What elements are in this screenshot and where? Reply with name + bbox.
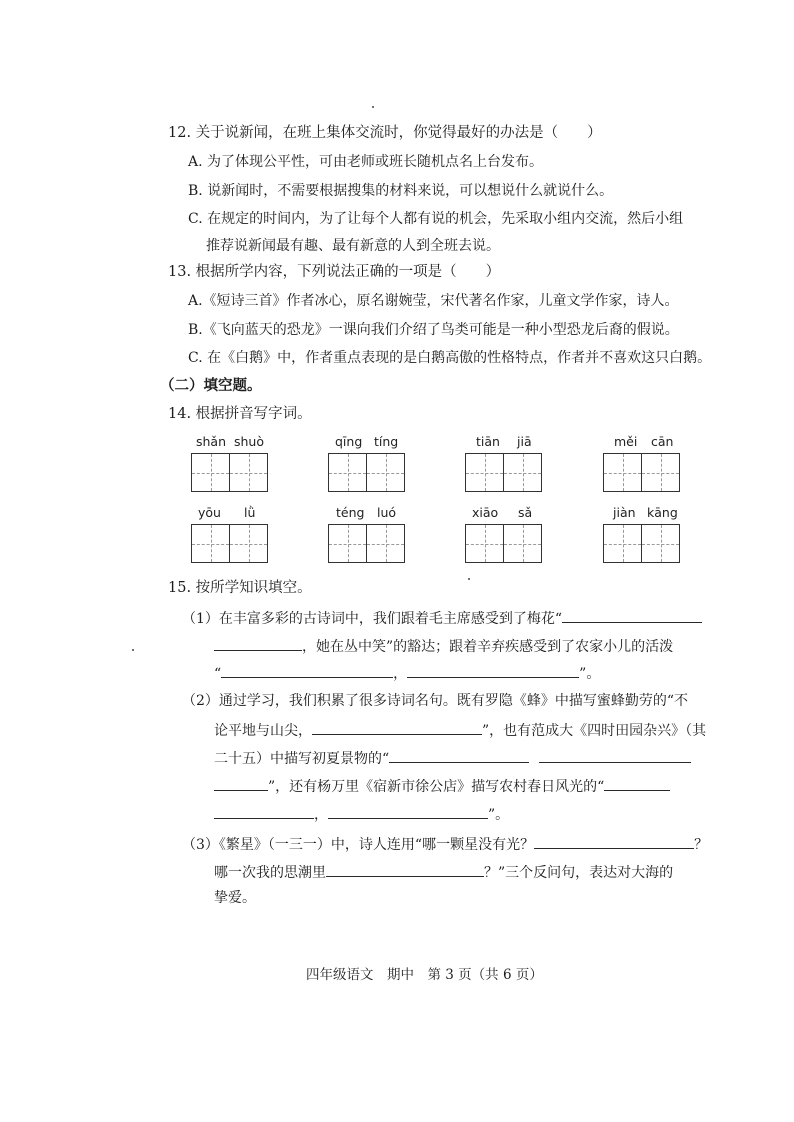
pinyin-2: sǎ [518,505,533,520]
pinyin-2: tíng [374,434,399,449]
pinyin-1: shǎn [196,434,227,449]
answer-blank[interactable] [214,635,302,651]
char-box[interactable] [641,524,680,563]
char-box[interactable] [603,524,642,563]
answer-blank[interactable] [534,833,694,849]
q15-part1-text: ”。 [579,666,601,682]
char-box[interactable] [641,453,680,492]
pinyin-1: qīng [335,434,363,449]
answer-blank[interactable] [562,607,702,623]
q15-part1-text: ， [393,666,408,682]
q15-part2-line2 [214,719,706,741]
char-box[interactable] [328,524,367,563]
q15-part2-text: ， [314,807,328,823]
q12-stem: 12. 关于说新闻，在班上集体交流时，你觉得最好的办法是（ ） [168,125,602,141]
pinyin-1: yōu [198,505,221,520]
pinyin-2: jiā [517,434,532,449]
q15-part2-text: ”，还有杨万里《宿新市徐公店》描写农村春日风光的“ [268,779,605,795]
char-box[interactable] [229,453,268,492]
char-box[interactable] [503,524,542,563]
answer-blank[interactable] [312,719,482,735]
char-box[interactable] [366,524,405,563]
q15-stem: 15. 按所学知识填空。 [168,580,312,596]
q15-part1-line1 [182,607,702,629]
scan-dot [372,106,374,108]
pinyin-2: kāng [647,505,678,520]
answer-blank[interactable] [221,662,393,678]
char-box[interactable] [465,453,504,492]
scan-dot [132,649,134,651]
q15-part2-text: 二十五）中描写初夏景物的“ [214,751,390,767]
q12-option-a: A. 为了体现公平性，可由老师或班长随机点名上台发布。 [188,154,544,170]
q13-option-c: C. 在《白鹅》中，作者重点表现的是白鹅高傲的性格特点，作者并不喜欢这只白鹅。 [188,350,712,366]
answer-blank[interactable] [214,803,314,819]
pinyin-1: xiāo [472,505,499,520]
q15-part3-text: ？ [694,837,709,853]
q15-part1-line2 [214,635,673,657]
pinyin-1: jiàn [613,505,636,520]
q15-part2-line3 [214,747,691,769]
q15-part2-text: 论平地与山尖， [214,723,312,739]
scan-dot [468,578,470,580]
q13-stem: 13. 根据所学内容，下列说法正确的一项是（ ） [168,264,501,280]
char-box[interactable] [503,453,542,492]
q14-stem: 14. 根据拼音写字词。 [168,406,312,422]
answer-blank[interactable] [389,747,529,763]
answer-blank[interactable] [604,775,670,791]
char-box[interactable] [366,453,405,492]
pinyin-2: shuò [234,434,265,449]
q15-part3-text: ？”三个反问句，表达对大海的 [484,865,674,881]
q15-part1-text: “ [214,666,222,682]
q12-option-c-line2: 推荐说新闻最有趣、最有新意的人到全班去说。 [206,238,500,254]
char-box[interactable] [465,524,504,563]
q15-part2-line1: （2）通过学习，我们积累了很多诗词名句。既有罗隐《蜂》中描写蜜蜂勤劳的“不 [182,693,689,709]
q15-part3-line3: 挚爱。 [214,890,256,906]
char-box[interactable] [191,524,230,563]
q13-option-b: B.《飞向蓝天的恐龙》一课向我们介绍了鸟类可能是一种小型恐龙后裔的假说。 [188,322,679,338]
answer-blank[interactable] [539,747,691,763]
page-footer: 四年级语文 期中 第 3 页（共 6 页） [306,967,543,983]
q15-part1-line3 [214,662,600,684]
q15-part2-line5 [214,803,509,825]
pinyin-1: téng [336,505,365,520]
q15-part2-line4 [214,775,670,797]
q15-part2-text: ”，也有范成大《四时田园杂兴》（其 [482,723,707,739]
section-heading-fill-in: （二）填空题。 [160,377,262,394]
q12-option-c-line1: C. 在规定的时间内，为了让每个人都有说的机会，先采取小组内交流，然后小组 [188,211,684,227]
answer-blank[interactable] [214,775,268,791]
q12-option-b: B. 说新闻时，不需要根据搜集的材料来说，可以想说什么就说什么。 [188,183,614,199]
q15-part1-text: （1）在丰富多彩的古诗词中，我们跟着毛主席感受到了梅花“ [182,611,563,627]
q15-part3-text: 哪一次我的思潮里 [214,865,326,881]
char-box[interactable] [603,453,642,492]
char-box[interactable] [328,453,367,492]
pinyin-1: tiān [476,434,500,449]
q15-part2-text: ”。 [488,807,510,823]
answer-blank[interactable] [328,803,488,819]
char-box[interactable] [191,453,230,492]
char-box[interactable] [229,524,268,563]
pinyin-2: cān [651,434,674,449]
pinyin-2: lǜ [244,505,256,520]
q15-part1-text: ，她在丛中笑”的豁达；跟着辛弃疾感受到了农家小儿的活泼 [302,639,674,655]
answer-blank[interactable] [407,662,579,678]
q15-part3-line2 [214,861,673,883]
q15-part3-text: （3）《繁星》（一三一）中，诗人连用“哪一颗星没有光？ [182,837,535,853]
pinyin-2: luó [377,505,397,520]
answer-blank[interactable] [326,861,484,877]
pinyin-1: měi [614,434,638,449]
q13-option-a: A.《短诗三首》作者冰心，原名谢婉莹，宋代著名作家，儿童文学作家，诗人。 [188,293,679,309]
q15-part3-line1 [182,833,708,855]
